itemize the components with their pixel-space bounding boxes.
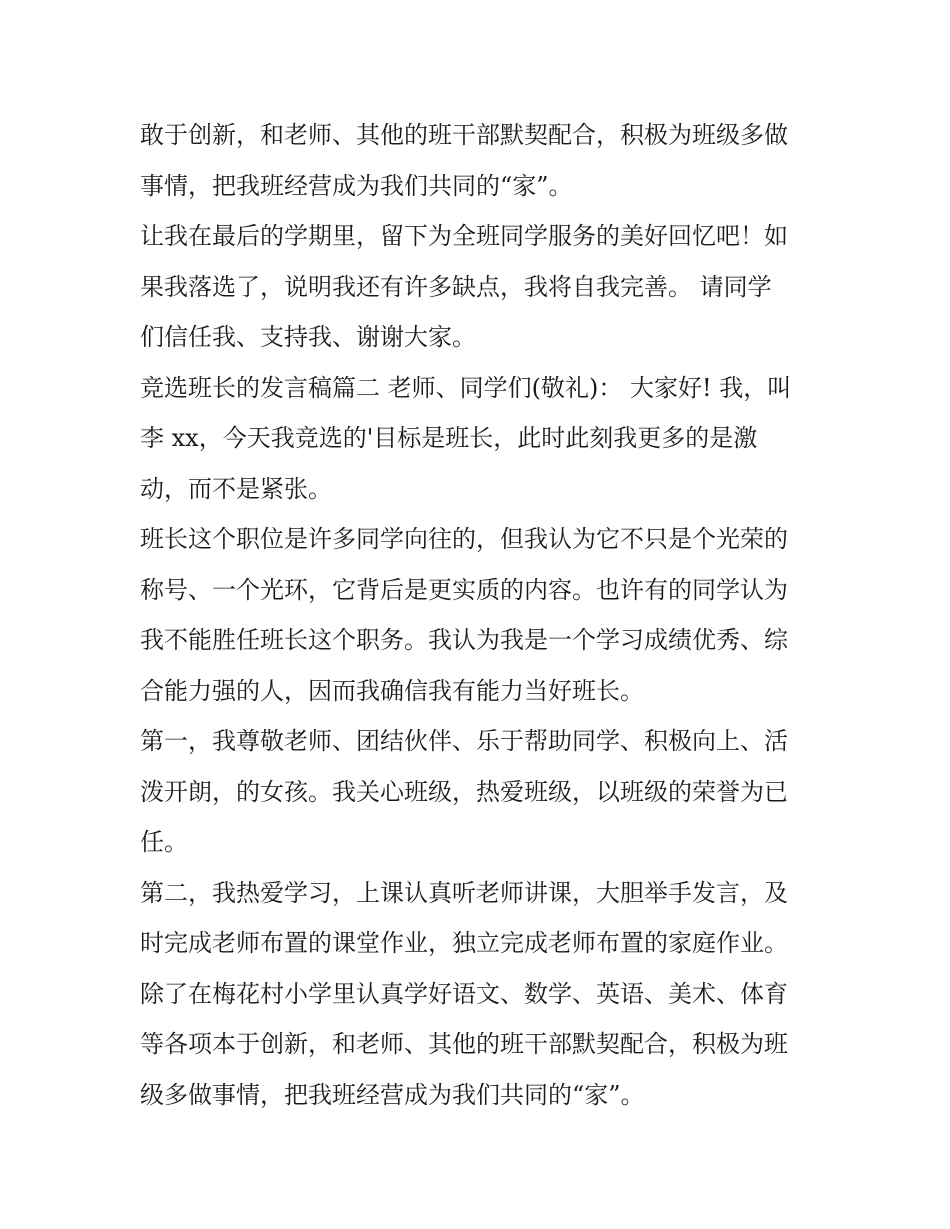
text-line: 第一，我尊敬老师、团结伙伴、乐于帮助同学、积极向上、活 — [140, 727, 788, 755]
text-line: 动，而不是紧张。 — [140, 474, 332, 503]
text-line: 敢于创新，和老师、其他的班干部默契配合，积极为班级多做 — [140, 121, 788, 149]
text-line: 合能力强的人，因而我确信我有能力当好班长。 — [140, 676, 644, 705]
text-line: 级多做事情，把我班经营成为我们共同的“家”。 — [140, 1080, 645, 1109]
text-line: 时完成老师布置的课堂作业，独立完成老师布置的家庭作业。 — [140, 929, 788, 957]
text-line: 泼开朗，的女孩。我关心班级，热爱班级，以班级的荣誉为已 — [140, 777, 788, 806]
text-line: 李 xx，今天我竞选的'目标是班长，此时此刻我更多的是激 — [140, 424, 758, 452]
text-line: 班长这个职位是许多同学向往的，但我认为它不只是个光荣的 — [140, 525, 788, 553]
text-line: 除了在梅花村小学里认真学好语文、数学、英语、美术、体育 — [140, 979, 788, 1008]
text-line: 果我落选了，说明我还有许多缺点，我将自我完善。 请同学 — [140, 272, 772, 301]
document-body — [140, 110, 820, 1120]
text-line: 我不能胜任班长这个职务。我认为我是一个学习成绩优秀、综 — [140, 626, 788, 654]
text-line: 竞选班长的发言稿篇二 老师、同学们(敬礼)： 大家好! 我，叫 — [140, 373, 792, 402]
text-line: 称号、一个光环，它背后是更实质的内容。也许有的同学认为 — [140, 575, 788, 604]
text-line: 第二，我热爱学习，上课认真听老师讲课，大胆举手发言，及 — [140, 878, 788, 907]
text-line: 任。 — [140, 828, 188, 856]
text-line: 让我在最后的学期里，留下为全班同学服务的美好回忆吧！如 — [140, 222, 788, 250]
text-line: 等各项本于创新，和老师、其他的班干部默契配合，积极为班 — [140, 1030, 788, 1058]
text-line: 们信任我、支持我、谢谢大家。 — [140, 323, 476, 351]
text-line: 事情，把我班经营成为我们共同的“家”。 — [140, 171, 573, 200]
